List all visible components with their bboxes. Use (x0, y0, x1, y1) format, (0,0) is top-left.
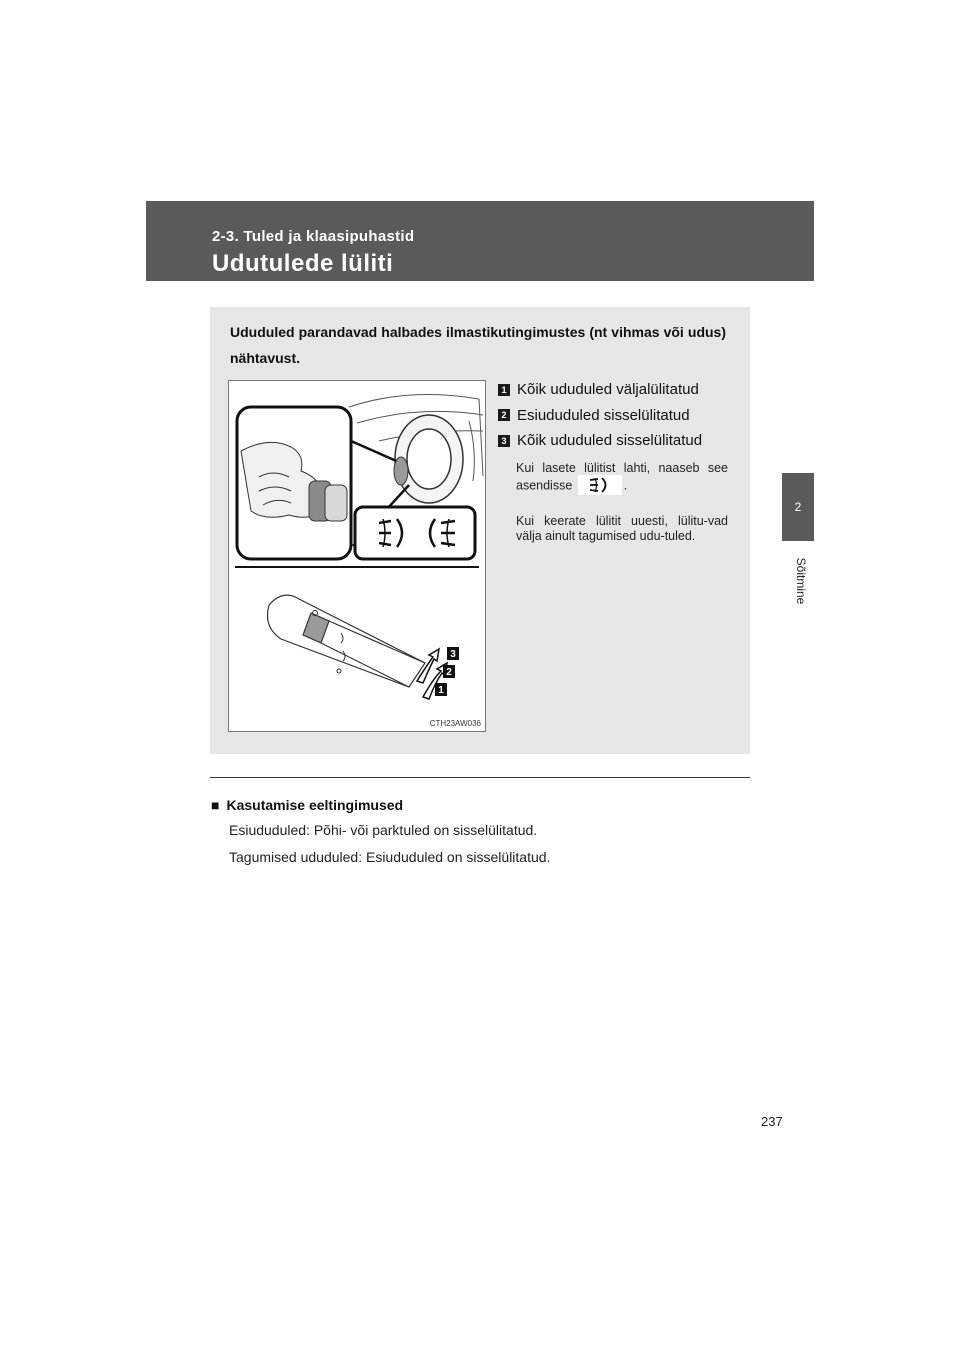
front-fog-light-icon (578, 475, 622, 495)
chapter-tab (782, 473, 814, 541)
combination-switch-stalk (268, 595, 426, 687)
section-title: 2-3. Tuled ja klaasipuhastid (212, 228, 415, 245)
condition-line: Esiududuled: Põhi- või parktuled on sisselülitatud. (229, 822, 538, 838)
position-label: Esiududuled sisselülitatud (517, 406, 690, 424)
callout-2-label: 2 (446, 667, 452, 678)
stalk-end-inset (309, 481, 347, 521)
conditions-heading (211, 797, 403, 813)
content-box (210, 307, 750, 754)
page-title: Udutulede lüliti (212, 250, 394, 277)
conditions-heading-text: Kasutamise eeltingimused (226, 797, 404, 813)
section-divider (210, 777, 750, 778)
chapter-number: 2 (794, 500, 802, 514)
callout-1-label: 1 (438, 685, 444, 696)
release-note (516, 461, 728, 496)
release-note-text: Kui lasete lülitist lahti, naaseb see asendisse (516, 461, 728, 493)
release-note-end: . (623, 478, 628, 493)
bullet-square: ■ (211, 797, 220, 813)
section-header (146, 201, 814, 281)
fog-switch-illustration (229, 381, 485, 731)
fog-switch-figure (228, 380, 486, 732)
position-list (498, 377, 734, 454)
position-number: 1 (498, 384, 510, 396)
intro-text: Ududuled parandavad halbades ilmastikutingimustes (nt vihmas või udus) nähtavust. (230, 324, 726, 366)
figure-code: CTH23AW036 (429, 719, 481, 728)
position-label: Kõik ududuled sisselülitatud (517, 432, 703, 450)
callout-3-label: 3 (450, 649, 456, 660)
condition-line: Tagumised ududuled: Esiududuled on sisselülitatud. (229, 849, 551, 865)
position-number: 2 (498, 409, 510, 421)
icons-inset (355, 507, 475, 559)
chapter-label: Sõitmine (794, 557, 808, 605)
position-item (498, 428, 734, 454)
page-number: 237 (761, 1114, 783, 1129)
position-item (498, 403, 734, 429)
position-number: 3 (498, 435, 510, 447)
position-item (498, 377, 734, 403)
stalk-highlight (394, 457, 408, 485)
position-label: Kõik ududuled väljalülitatud (517, 381, 699, 399)
turn-again-note: Kui keerate lülitit uuesti, lülitu-vad välja ainult tagumised udu-tuled. (516, 514, 728, 543)
